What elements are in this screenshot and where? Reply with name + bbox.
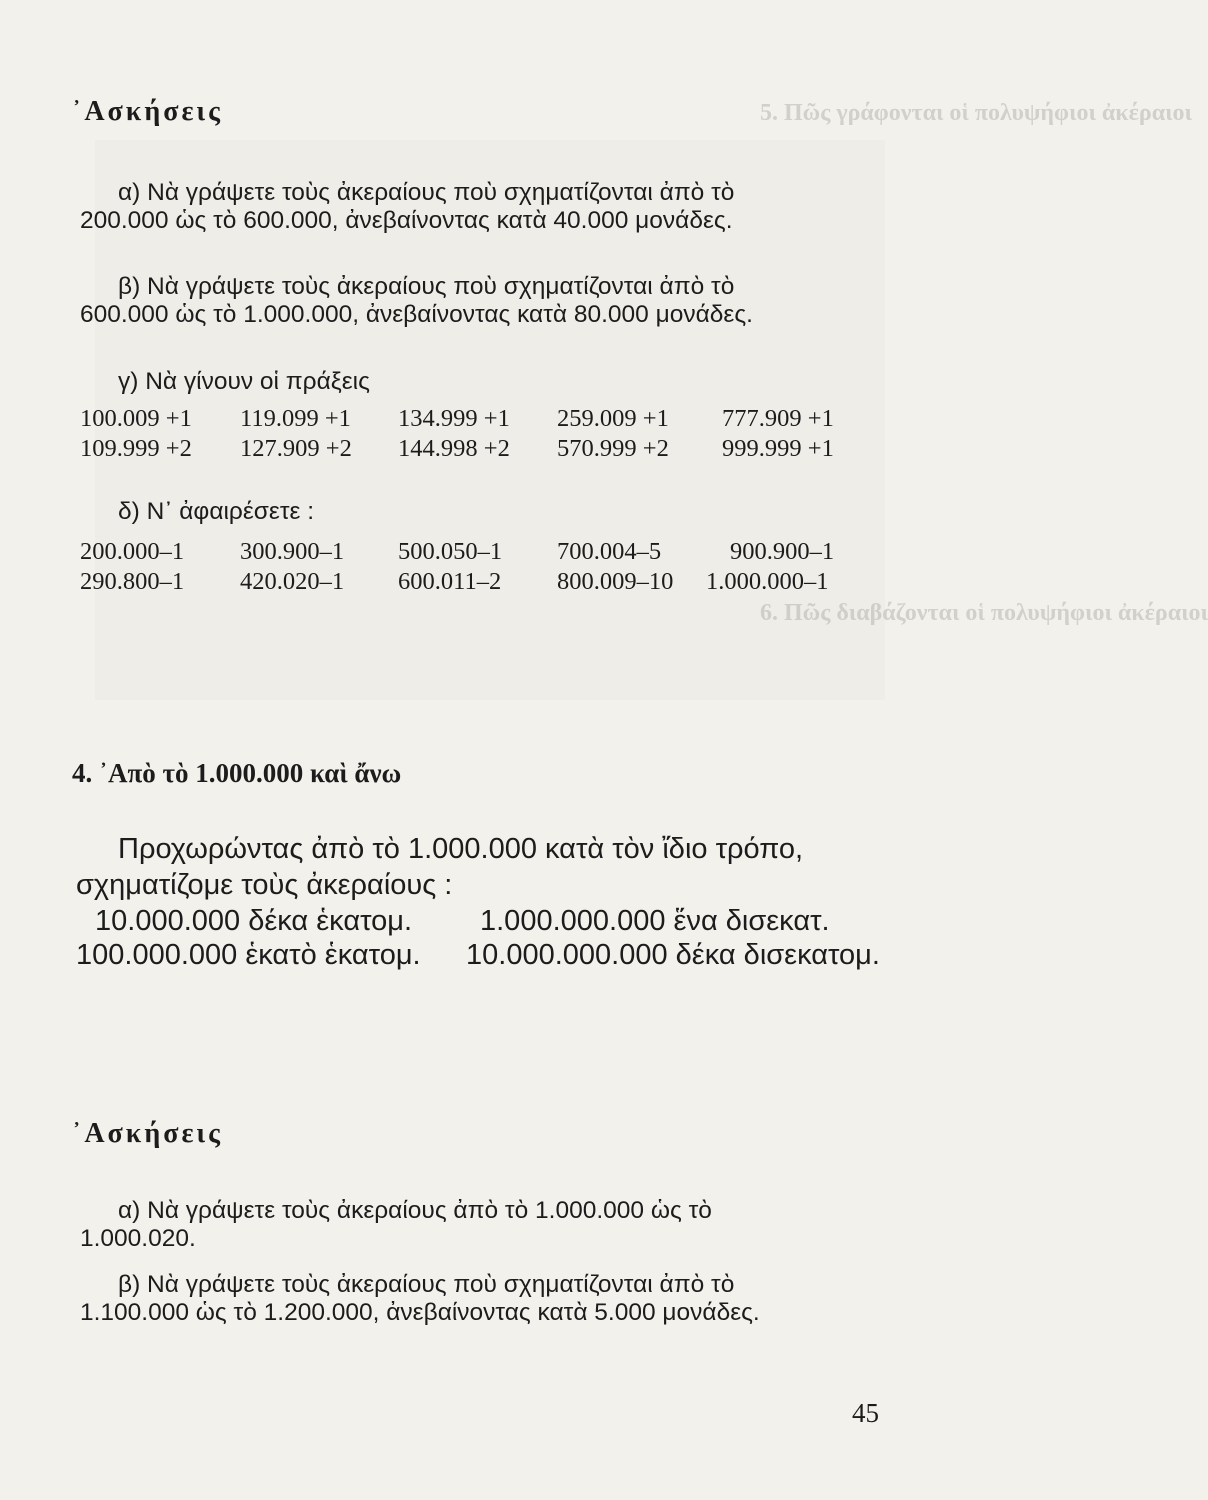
exercise-a-line2: 200.000 ὡς τὸ 600.000, ἀνεβαίνοντας κατὰ 40.000 μονάδες.	[80, 207, 733, 234]
page-number: 45	[852, 1398, 879, 1428]
section-intro-line2: σχηματίζομε τοὺς ἀκεραίους :	[76, 869, 453, 901]
large-number-entry: 1.000.000.000 ἕνα δισεκατ.	[480, 905, 830, 937]
addition-cell: 144.998 +2	[398, 435, 510, 462]
exercise-a-line1: α) Νὰ γράψετε τοὺς ἀκεραίους ποὺ σχηματίζονται ἀπὸ τὸ	[118, 179, 735, 206]
subtraction-cell: 200.000–1	[80, 538, 185, 565]
bleed-through-text: 5. Πῶς γράφονται οἱ πολυψήφιοι ἀκέραιοι	[760, 100, 1192, 126]
addition-cell: 999.999 +1	[722, 435, 834, 462]
exercise-c-label: γ) Νὰ γίνουν οἱ πράξεις	[118, 368, 370, 395]
subtraction-cell: 290.800–1	[80, 568, 185, 595]
large-number-entry: 100.000.000 ἑκατὸ ἑκατομ.	[76, 939, 421, 971]
subtraction-cell: 500.050–1	[398, 538, 503, 565]
addition-cell: 134.999 +1	[398, 405, 510, 432]
subtraction-cell: 800.009–10	[557, 568, 674, 595]
addition-cell: 570.999 +2	[557, 435, 669, 462]
exercise-a-line2: 1.000.020.	[80, 1225, 196, 1252]
addition-cell: 259.009 +1	[557, 405, 669, 432]
exercise-b-line1: β) Νὰ γράψετε τοὺς ἀκεραίους ποὺ σχηματίζονται ἀπὸ τὸ	[118, 1271, 735, 1298]
section-intro-line1: Προχωρώντας ἀπὸ τὸ 1.000.000 κατὰ τὸν ἴδιο τρόπο,	[118, 833, 804, 865]
exercise-a-line1: α) Νὰ γράψετε τοὺς ἀκεραίους ἀπὸ τὸ 1.000.000 ὡς τὸ	[118, 1197, 712, 1224]
subtraction-cell: 700.004–5	[557, 538, 662, 565]
exercise-b-line1: β) Νὰ γράψετε τοὺς ἀκεραίους ποὺ σχηματίζονται ἀπὸ τὸ	[118, 273, 735, 300]
addition-cell: 100.009 +1	[80, 405, 192, 432]
subtraction-cell: 420.020–1	[240, 568, 345, 595]
exercise-b-line2: 600.000 ὡς τὸ 1.000.000, ἀνεβαίνοντας κατὰ 80.000 μονάδες.	[80, 301, 753, 328]
subtraction-cell: 1.000.000–1	[706, 568, 829, 595]
section-title: 4. ᾿Απὸ τὸ 1.000.000 καὶ ἄνω	[72, 758, 402, 788]
exercise-b-line2: 1.100.000 ὡς τὸ 1.200.000, ἀνεβαίνοντας κατὰ 5.000 μονάδες.	[80, 1299, 760, 1326]
large-number-entry: 10.000.000.000 δέκα δισεκατομ.	[466, 939, 880, 971]
bleed-through-text: 6. Πῶς διαβάζονται οἱ πολυψήφιοι ἀκέραιοι	[760, 600, 1208, 626]
addition-cell: 109.999 +2	[80, 435, 192, 462]
exercises-heading: ᾿Ασκήσεις	[72, 1118, 223, 1149]
addition-cell: 127.909 +2	[240, 435, 352, 462]
addition-cell: 119.099 +1	[240, 405, 351, 432]
subtraction-cell: 600.011–2	[398, 568, 502, 595]
exercises-heading: ᾿Ασκήσεις	[72, 96, 223, 127]
addition-cell: 777.909 +1	[722, 405, 834, 432]
large-number-entry: 10.000.000 δέκα ἑκατομ.	[95, 905, 413, 937]
subtraction-cell: 300.900–1	[240, 538, 345, 565]
exercise-d-label: δ) Ν᾿ ἀφαιρέσετε :	[118, 498, 315, 525]
subtraction-cell: 900.900–1	[730, 538, 835, 565]
